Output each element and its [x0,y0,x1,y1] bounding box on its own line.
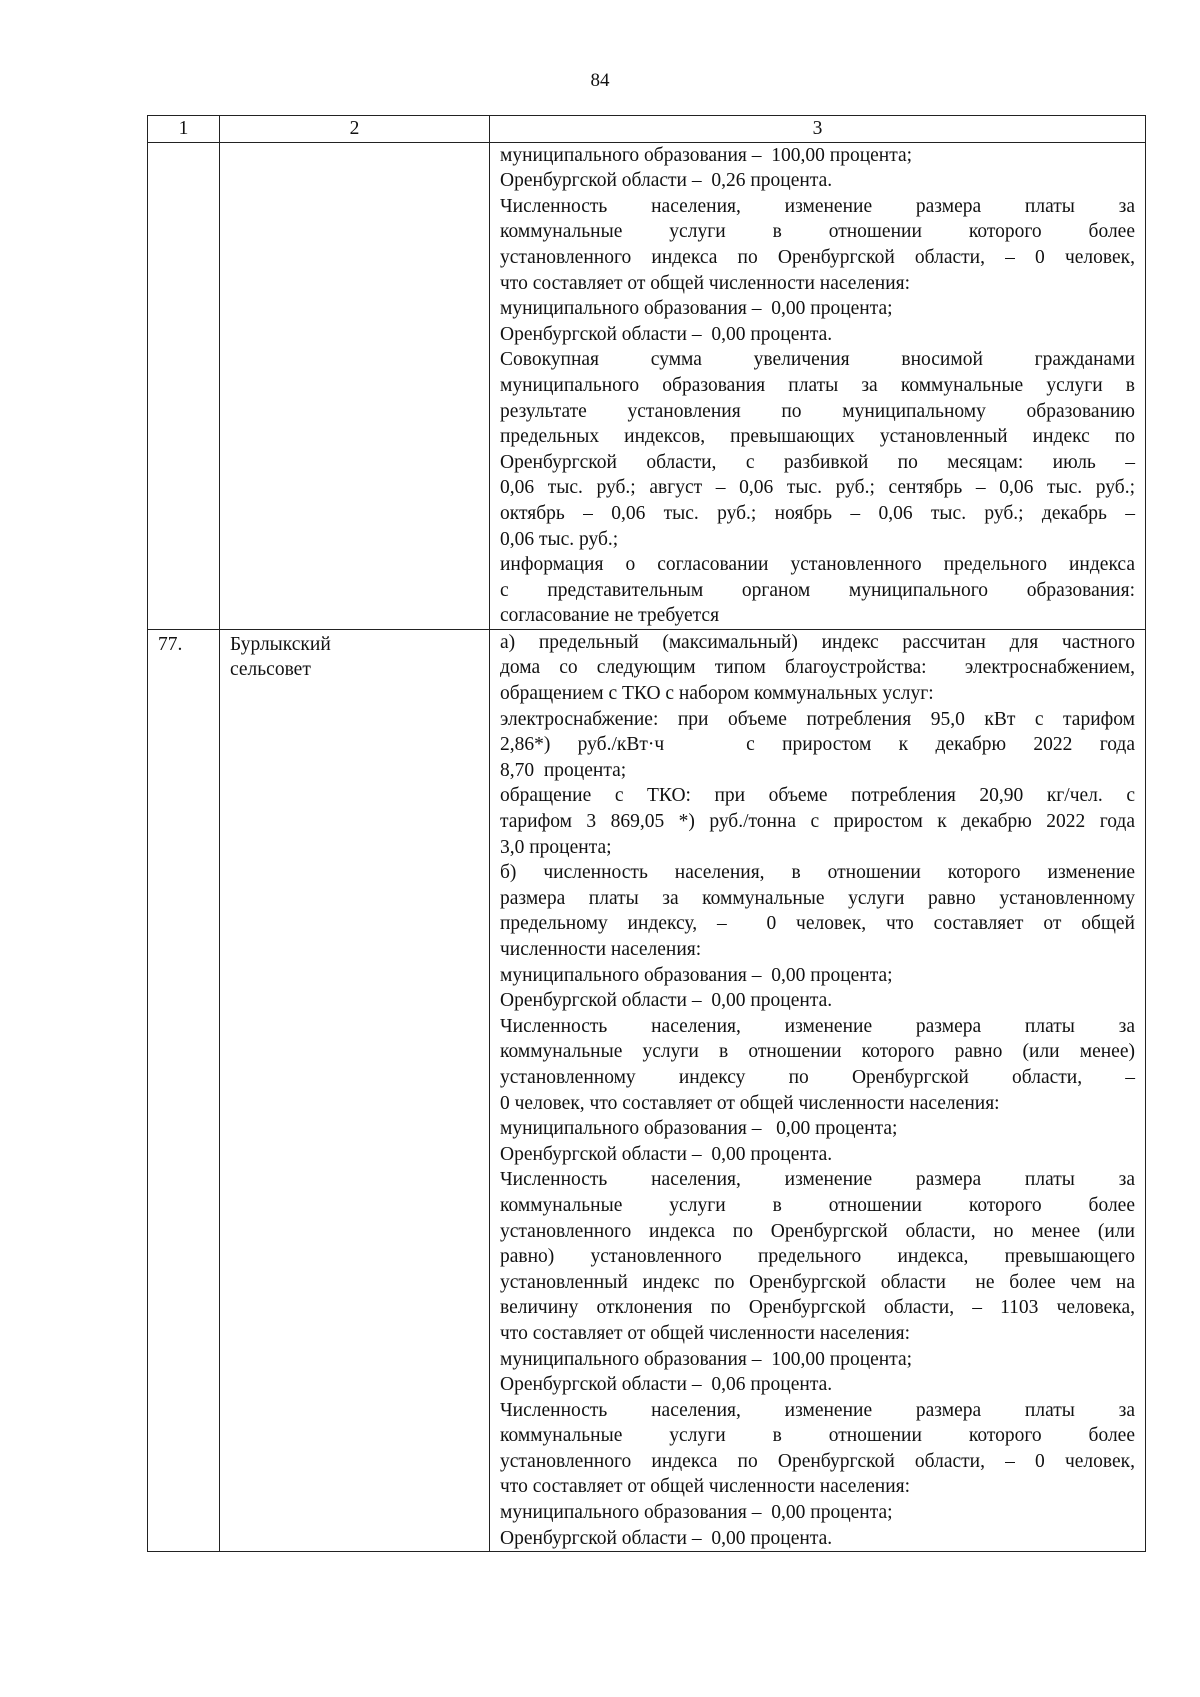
text-line: 0 человек, что составляет от общей численности населения: [500,1092,1000,1114]
page-number: 84 [590,70,610,91]
row-number-cell: 77. [148,629,220,1551]
document-table [147,115,1146,1552]
header-cell-3: 3 [490,116,1146,143]
text-line: равно) установленного предельного индекса, превышающего [500,1246,1135,1268]
text-line: предельному индексу, – 0 человек, что составляет от общей [500,913,1135,935]
text-line: муниципального образования платы за коммунальные услуги в [500,374,1135,396]
text-line: а) предельный (максимальный) индекс рассчитан для частного [500,631,1135,653]
description-cell [490,629,1146,1551]
text-line: численности населения: [500,939,702,960]
text-line: муниципального образования – 0,00 процента; [500,1502,893,1524]
table-row [148,629,1146,1551]
table-row [148,142,1146,629]
text-line: Совокупная сумма увеличения вносимой гражданами [500,349,1135,371]
text-line: Оренбургской области – 0,00 процента. [500,1527,833,1549]
text-line: муниципального образования – 100,00 процента; [500,144,913,166]
description-cell [490,142,1146,629]
text-line: предельных индексов, превышающих установленный индекс по [500,426,1135,448]
text-line: что составляет от общей численности населения: [500,1322,911,1344]
text-line: октябрь – 0,06 тыс. руб.; ноябрь – 0,06 тыс. руб.; декабрь – [500,502,1135,524]
text-line: Численность населения, изменение размера платы за [500,1169,1135,1191]
text-line: информация о согласовании установленного предельного индекса [500,554,1135,576]
text-line: Оренбургской области – 0,00 процента. [500,323,833,345]
text-line: 0,06 тыс. руб.; август – 0,06 тыс. руб.; сентябрь – 0,06 тыс. руб.; [500,477,1135,499]
text-line: муниципального образования – 0,00 процента; [500,964,893,986]
row-number-cell [148,142,220,629]
text-line: величину отклонения по Оренбургской области, – 1103 человека, [500,1297,1135,1319]
text-line: 8,70 процента; [500,759,627,781]
text-line: 0,06 тыс. руб.; [500,528,619,550]
text-line: Оренбургской области, с разбивкой по месяцам: июль – [500,451,1135,473]
text-line: Оренбургской области – 0,26 процента. [500,170,833,192]
text-line: муниципального образования – 100,00 процента; [500,1348,913,1370]
text-line: размера платы за коммунальные услуги равно установленному [500,887,1135,909]
municipality-name-cell [220,629,490,1551]
text-line: муниципального образования – 0,00 процента; [500,1118,898,1140]
text-line: 2,86*) руб./кВт·ч с приростом к декабрю 2022 года [500,734,1135,756]
municipality-name-cell [220,142,490,629]
text-line: Численность населения, изменение размера платы за [500,195,1135,217]
text-line: с представительным органом муниципального образования: [500,579,1135,601]
text-line: что составляет от общей численности населения: [500,1476,911,1498]
text-line: электроснабжение: при объеме потребления 95,0 кВт с тарифом [500,708,1135,730]
header-cell-1: 1 [148,116,220,143]
text-line: тарифом 3 869,05 *) руб./тонна с приростом к декабрю 2022 года [500,811,1135,833]
municipality-name: Бурлыкский сельсовет [230,633,331,681]
text-line: коммунальные услуги в отношении которого более [500,221,1135,243]
text-line: муниципального образования – 0,00 процента; [500,298,893,320]
text-line: обращение с ТКО: при объеме потребления 20,90 кг/чел. с [500,785,1135,807]
text-line: результате установления по муниципальному образованию [500,400,1135,422]
text-line: согласование не требуется [500,605,720,627]
text-line: дома со следующим типом благоустройства: электроснабжением, [500,657,1135,679]
text-line: 3,0 процента; [500,836,612,858]
text-line: установленный индекс по Оренбургской области не более чем на [500,1271,1135,1293]
text-line: коммунальные услуги в отношении которого более [500,1425,1135,1447]
text-line: Оренбургской области – 0,06 процента. [500,1374,833,1396]
text-line: Оренбургской области – 0,00 процента. [500,990,833,1012]
text-line: что составляет от общей численности населения: [500,272,911,294]
text-line: Численность населения, изменение размера платы за [500,1015,1135,1037]
text-line: б) численность населения, в отношении которого изменение [500,862,1135,884]
text-line: установленного индекса по Оренбургской области, – 0 человек, [500,246,1135,268]
text-line: коммунальные услуги в отношении которого более [500,1194,1135,1216]
text-line: Оренбургской области – 0,00 процента. [500,1143,833,1165]
table-header-row [148,116,1146,143]
text-line: установленного индекса по Оренбургской области, – 0 человек, [500,1450,1135,1472]
text-line: Численность населения, изменение размера платы за [500,1399,1135,1421]
header-cell-2: 2 [220,116,490,143]
text-line: коммунальные услуги в отношении которого равно (или менее) [500,1041,1135,1063]
text-line: установленного индекса по Оренбургской области, но менее (или [500,1220,1135,1242]
text-line: установленному индексу по Оренбургской области, – [500,1066,1135,1088]
text-line: обращением с ТКО с набором коммунальных услуг: [500,683,934,705]
